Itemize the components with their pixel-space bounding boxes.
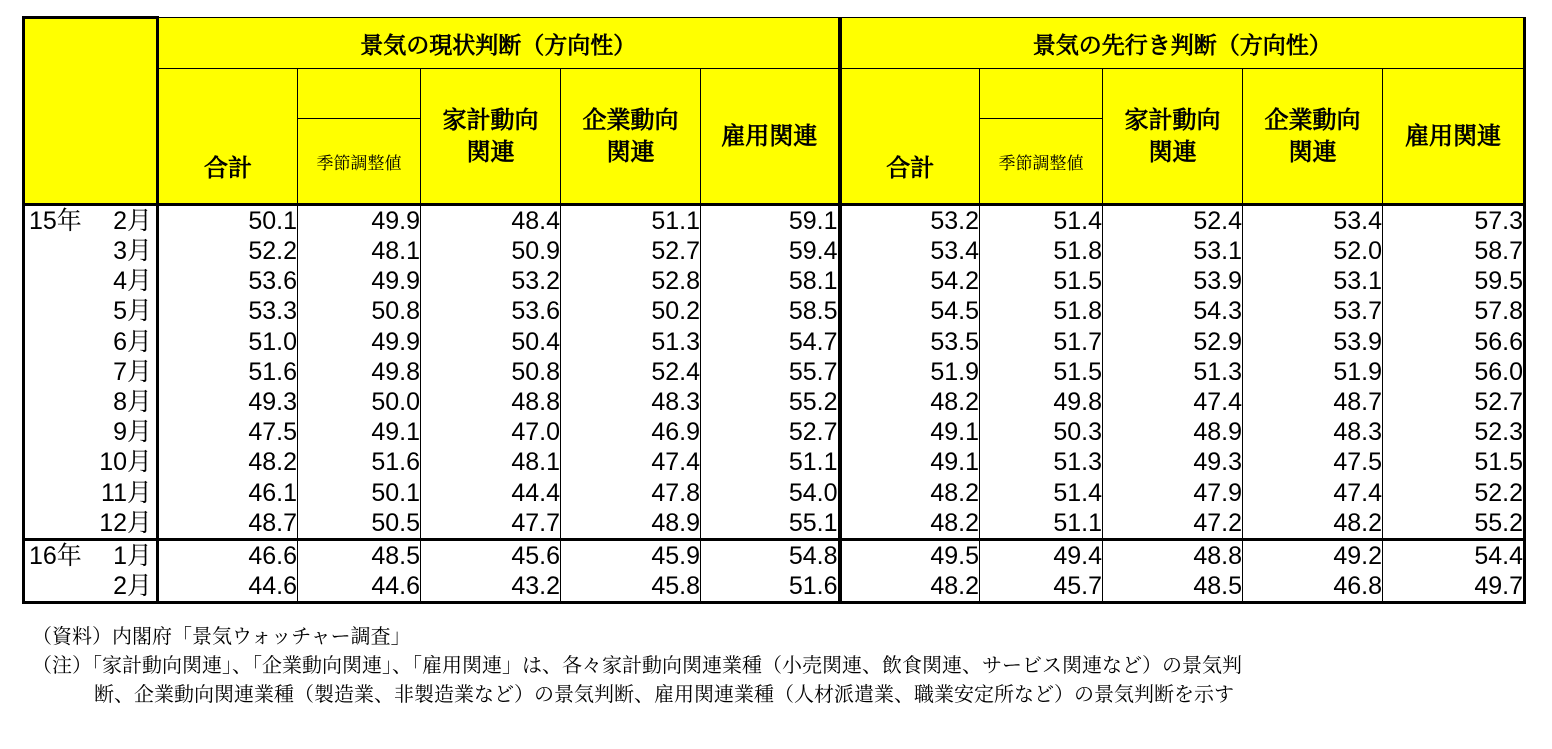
value-cell: 44.4 bbox=[421, 478, 561, 508]
row-label bbox=[24, 508, 158, 540]
watcher-survey-table bbox=[22, 16, 1526, 604]
value-cell: 55.1 bbox=[701, 508, 840, 540]
value-cell: 54.0 bbox=[701, 478, 840, 508]
row-month: 1月 bbox=[113, 541, 152, 570]
value-cell: 45.9 bbox=[561, 539, 701, 571]
value-cell: 48.3 bbox=[561, 387, 701, 417]
value-cell: 49.1 bbox=[298, 417, 421, 447]
value-cell: 54.3 bbox=[1103, 296, 1243, 326]
value-cell: 51.4 bbox=[980, 478, 1103, 508]
table-row bbox=[24, 387, 1525, 417]
value-cell: 51.1 bbox=[980, 508, 1103, 540]
value-cell: 52.2 bbox=[158, 236, 298, 266]
header-current-household bbox=[421, 69, 561, 205]
table-row bbox=[24, 447, 1525, 477]
value-cell: 47.7 bbox=[421, 508, 561, 540]
value-cell: 51.5 bbox=[1383, 447, 1525, 477]
value-cell: 48.5 bbox=[1103, 571, 1243, 603]
value-cell: 48.2 bbox=[840, 387, 980, 417]
value-cell: 52.9 bbox=[1103, 327, 1243, 357]
header-current-spacer bbox=[298, 69, 421, 119]
value-cell: 53.3 bbox=[158, 296, 298, 326]
value-cell: 47.4 bbox=[1243, 478, 1383, 508]
value-cell: 51.9 bbox=[840, 357, 980, 387]
value-cell: 51.1 bbox=[701, 447, 840, 477]
row-month: 12月 bbox=[99, 508, 152, 537]
header-group-future: 景気の先行き判断（方向性） bbox=[840, 18, 1525, 69]
row-label bbox=[24, 296, 158, 326]
value-cell: 51.8 bbox=[980, 296, 1103, 326]
value-cell: 50.4 bbox=[421, 327, 561, 357]
value-cell: 56.0 bbox=[1383, 357, 1525, 387]
value-cell: 48.1 bbox=[421, 447, 561, 477]
value-cell: 49.8 bbox=[298, 357, 421, 387]
value-cell: 53.2 bbox=[840, 205, 980, 237]
value-cell: 47.2 bbox=[1103, 508, 1243, 540]
value-cell: 53.9 bbox=[1243, 327, 1383, 357]
row-label bbox=[24, 478, 158, 508]
value-cell: 47.4 bbox=[1103, 387, 1243, 417]
header-future-employment: 雇用関連 bbox=[1383, 69, 1525, 205]
table-row bbox=[24, 327, 1525, 357]
row-month: 2月 bbox=[113, 207, 152, 235]
value-cell: 52.4 bbox=[1103, 205, 1243, 237]
header-future-total: 合計 bbox=[840, 69, 980, 205]
table-row bbox=[24, 417, 1525, 447]
header-future-household bbox=[1103, 69, 1243, 205]
row-month: 3月 bbox=[113, 237, 152, 265]
value-cell: 48.4 bbox=[421, 205, 561, 237]
value-cell: 53.4 bbox=[840, 236, 980, 266]
value-cell: 51.1 bbox=[561, 205, 701, 237]
value-cell: 46.8 bbox=[1243, 571, 1383, 603]
value-cell: 48.9 bbox=[561, 508, 701, 540]
header-future-seasonal: 季節調整値 bbox=[980, 119, 1103, 205]
row-label bbox=[24, 539, 158, 571]
value-cell: 59.1 bbox=[701, 205, 840, 237]
value-cell: 53.5 bbox=[840, 327, 980, 357]
value-cell: 54.7 bbox=[701, 327, 840, 357]
value-cell: 48.8 bbox=[1103, 539, 1243, 571]
value-cell: 54.2 bbox=[840, 266, 980, 296]
value-cell: 48.2 bbox=[840, 508, 980, 540]
table-row bbox=[24, 539, 1525, 571]
header-current-seasonal: 季節調整値 bbox=[298, 119, 421, 205]
value-cell: 51.6 bbox=[701, 571, 840, 603]
value-cell: 59.5 bbox=[1383, 266, 1525, 296]
value-cell: 49.7 bbox=[1383, 571, 1525, 603]
value-cell: 47.5 bbox=[158, 417, 298, 447]
value-cell: 50.2 bbox=[561, 296, 701, 326]
value-cell: 50.8 bbox=[298, 296, 421, 326]
value-cell: 57.8 bbox=[1383, 296, 1525, 326]
value-cell: 48.2 bbox=[840, 571, 980, 603]
table-row bbox=[24, 296, 1525, 326]
value-cell: 50.3 bbox=[980, 417, 1103, 447]
value-cell: 52.8 bbox=[561, 266, 701, 296]
value-cell: 51.3 bbox=[1103, 357, 1243, 387]
value-cell: 51.5 bbox=[980, 266, 1103, 296]
table-row bbox=[24, 236, 1525, 266]
value-cell: 55.2 bbox=[1383, 508, 1525, 540]
value-cell: 53.6 bbox=[158, 266, 298, 296]
value-cell: 47.4 bbox=[561, 447, 701, 477]
header-future-spacer bbox=[980, 69, 1103, 119]
value-cell: 50.1 bbox=[158, 205, 298, 237]
table-row bbox=[24, 571, 1525, 603]
value-cell: 48.2 bbox=[158, 447, 298, 477]
value-cell: 49.1 bbox=[840, 447, 980, 477]
value-cell: 51.0 bbox=[158, 327, 298, 357]
value-cell: 58.1 bbox=[701, 266, 840, 296]
row-year: 15年 bbox=[29, 207, 82, 235]
value-cell: 52.2 bbox=[1383, 478, 1525, 508]
value-cell: 51.9 bbox=[1243, 357, 1383, 387]
value-cell: 45.7 bbox=[980, 571, 1103, 603]
value-cell: 49.1 bbox=[840, 417, 980, 447]
value-cell: 43.2 bbox=[421, 571, 561, 603]
row-label bbox=[24, 357, 158, 387]
row-month: 11月 bbox=[101, 478, 152, 507]
value-cell: 45.8 bbox=[561, 571, 701, 603]
row-month: 5月 bbox=[113, 297, 152, 326]
header-future-corporate-line2: 関連 bbox=[1288, 138, 1337, 166]
value-cell: 48.3 bbox=[1243, 417, 1383, 447]
header-current-total: 合計 bbox=[158, 69, 298, 205]
row-label bbox=[24, 447, 158, 477]
value-cell: 53.9 bbox=[1103, 266, 1243, 296]
notes-block bbox=[32, 622, 1242, 709]
value-cell: 52.4 bbox=[561, 357, 701, 387]
header-current-household-line1: 家計動向 bbox=[442, 106, 539, 134]
value-cell: 54.4 bbox=[1383, 539, 1525, 571]
row-month: 2月 bbox=[113, 571, 152, 600]
value-cell: 59.4 bbox=[701, 236, 840, 266]
value-cell: 55.7 bbox=[701, 357, 840, 387]
row-month: 6月 bbox=[113, 327, 152, 356]
value-cell: 53.1 bbox=[1243, 266, 1383, 296]
row-month: 10月 bbox=[99, 448, 152, 477]
header-future-corporate bbox=[1243, 69, 1383, 205]
value-cell: 49.3 bbox=[1103, 447, 1243, 477]
value-cell: 49.3 bbox=[158, 387, 298, 417]
value-cell: 49.9 bbox=[298, 205, 421, 237]
table-row bbox=[24, 266, 1525, 296]
header-future-household-line2: 関連 bbox=[1148, 138, 1197, 166]
row-label bbox=[24, 417, 158, 447]
row-label bbox=[24, 571, 158, 603]
value-cell: 58.5 bbox=[701, 296, 840, 326]
row-label bbox=[24, 387, 158, 417]
value-cell: 48.7 bbox=[1243, 387, 1383, 417]
value-cell: 45.6 bbox=[421, 539, 561, 571]
header-future-corporate-line1: 企業動向 bbox=[1264, 106, 1361, 134]
table-row bbox=[24, 205, 1525, 237]
row-label bbox=[24, 236, 158, 266]
table-body bbox=[24, 205, 1525, 603]
row-year: 16年 bbox=[29, 541, 82, 570]
row-label bbox=[24, 327, 158, 357]
value-cell: 44.6 bbox=[158, 571, 298, 603]
value-cell: 52.0 bbox=[1243, 236, 1383, 266]
row-month: 8月 bbox=[113, 387, 152, 416]
value-cell: 47.8 bbox=[561, 478, 701, 508]
value-cell: 51.4 bbox=[980, 205, 1103, 237]
value-cell: 48.2 bbox=[1243, 508, 1383, 540]
value-cell: 49.2 bbox=[1243, 539, 1383, 571]
header-current-corporate bbox=[561, 69, 701, 205]
value-cell: 47.5 bbox=[1243, 447, 1383, 477]
value-cell: 49.4 bbox=[980, 539, 1103, 571]
value-cell: 54.5 bbox=[840, 296, 980, 326]
value-cell: 51.3 bbox=[561, 327, 701, 357]
value-cell: 47.0 bbox=[421, 417, 561, 447]
header-future-household-line1: 家計動向 bbox=[1124, 106, 1221, 134]
value-cell: 50.0 bbox=[298, 387, 421, 417]
value-cell: 52.7 bbox=[1383, 387, 1525, 417]
value-cell: 51.3 bbox=[980, 447, 1103, 477]
value-cell: 51.6 bbox=[158, 357, 298, 387]
value-cell: 53.4 bbox=[1243, 205, 1383, 237]
value-cell: 47.9 bbox=[1103, 478, 1243, 508]
value-cell: 48.7 bbox=[158, 508, 298, 540]
value-cell: 46.1 bbox=[158, 478, 298, 508]
value-cell: 52.3 bbox=[1383, 417, 1525, 447]
row-month: 9月 bbox=[113, 418, 152, 447]
value-cell: 51.8 bbox=[980, 236, 1103, 266]
value-cell: 51.7 bbox=[980, 327, 1103, 357]
value-cell: 49.9 bbox=[298, 266, 421, 296]
value-cell: 53.1 bbox=[1103, 236, 1243, 266]
value-cell: 49.8 bbox=[980, 387, 1103, 417]
header-group-current: 景気の現状判断（方向性） bbox=[158, 18, 840, 69]
header-current-household-line2: 関連 bbox=[466, 138, 515, 166]
value-cell: 48.9 bbox=[1103, 417, 1243, 447]
value-cell: 49.5 bbox=[840, 539, 980, 571]
value-cell: 52.7 bbox=[561, 236, 701, 266]
value-cell: 46.9 bbox=[561, 417, 701, 447]
value-cell: 57.3 bbox=[1383, 205, 1525, 237]
table-row bbox=[24, 508, 1525, 540]
value-cell: 49.9 bbox=[298, 327, 421, 357]
value-cell: 48.8 bbox=[421, 387, 561, 417]
value-cell: 50.9 bbox=[421, 236, 561, 266]
value-cell: 48.2 bbox=[840, 478, 980, 508]
value-cell: 50.5 bbox=[298, 508, 421, 540]
value-cell: 53.7 bbox=[1243, 296, 1383, 326]
value-cell: 50.8 bbox=[421, 357, 561, 387]
value-cell: 51.6 bbox=[298, 447, 421, 477]
value-cell: 48.1 bbox=[298, 236, 421, 266]
value-cell: 58.7 bbox=[1383, 236, 1525, 266]
footnote-line-2: 断、企業動向関連業種（製造業、非製造業など）の景気判断、雇用関連業種（人材派遣業、職業安定所など）の景気判断を示す bbox=[94, 682, 1234, 706]
value-cell: 52.7 bbox=[701, 417, 840, 447]
table-row bbox=[24, 478, 1525, 508]
value-cell: 50.1 bbox=[298, 478, 421, 508]
table-row bbox=[24, 357, 1525, 387]
value-cell: 44.6 bbox=[298, 571, 421, 603]
value-cell: 54.8 bbox=[701, 539, 840, 571]
value-cell: 53.2 bbox=[421, 266, 561, 296]
header-current-employment: 雇用関連 bbox=[701, 69, 840, 205]
value-cell: 53.6 bbox=[421, 296, 561, 326]
value-cell: 56.6 bbox=[1383, 327, 1525, 357]
source-note: （資料）内閣府「景気ウォッチャー調査」 bbox=[32, 624, 411, 648]
header-corner-cell bbox=[24, 18, 158, 205]
row-month: 7月 bbox=[113, 357, 152, 386]
row-month: 4月 bbox=[113, 267, 152, 296]
footnote-line-1: （注）「家計動向関連」、「企業動向関連」、「雇用関連」は、各々家計動向関連業種（小売関連、飲食関連、サービス関連など）の景気判 bbox=[32, 653, 1242, 677]
row-label bbox=[24, 205, 158, 237]
value-cell: 46.6 bbox=[158, 539, 298, 571]
value-cell: 51.5 bbox=[980, 357, 1103, 387]
header-current-corporate-line2: 関連 bbox=[606, 138, 655, 166]
value-cell: 55.2 bbox=[701, 387, 840, 417]
header-current-corporate-line1: 企業動向 bbox=[582, 106, 679, 134]
row-label bbox=[24, 266, 158, 296]
value-cell: 48.5 bbox=[298, 539, 421, 571]
